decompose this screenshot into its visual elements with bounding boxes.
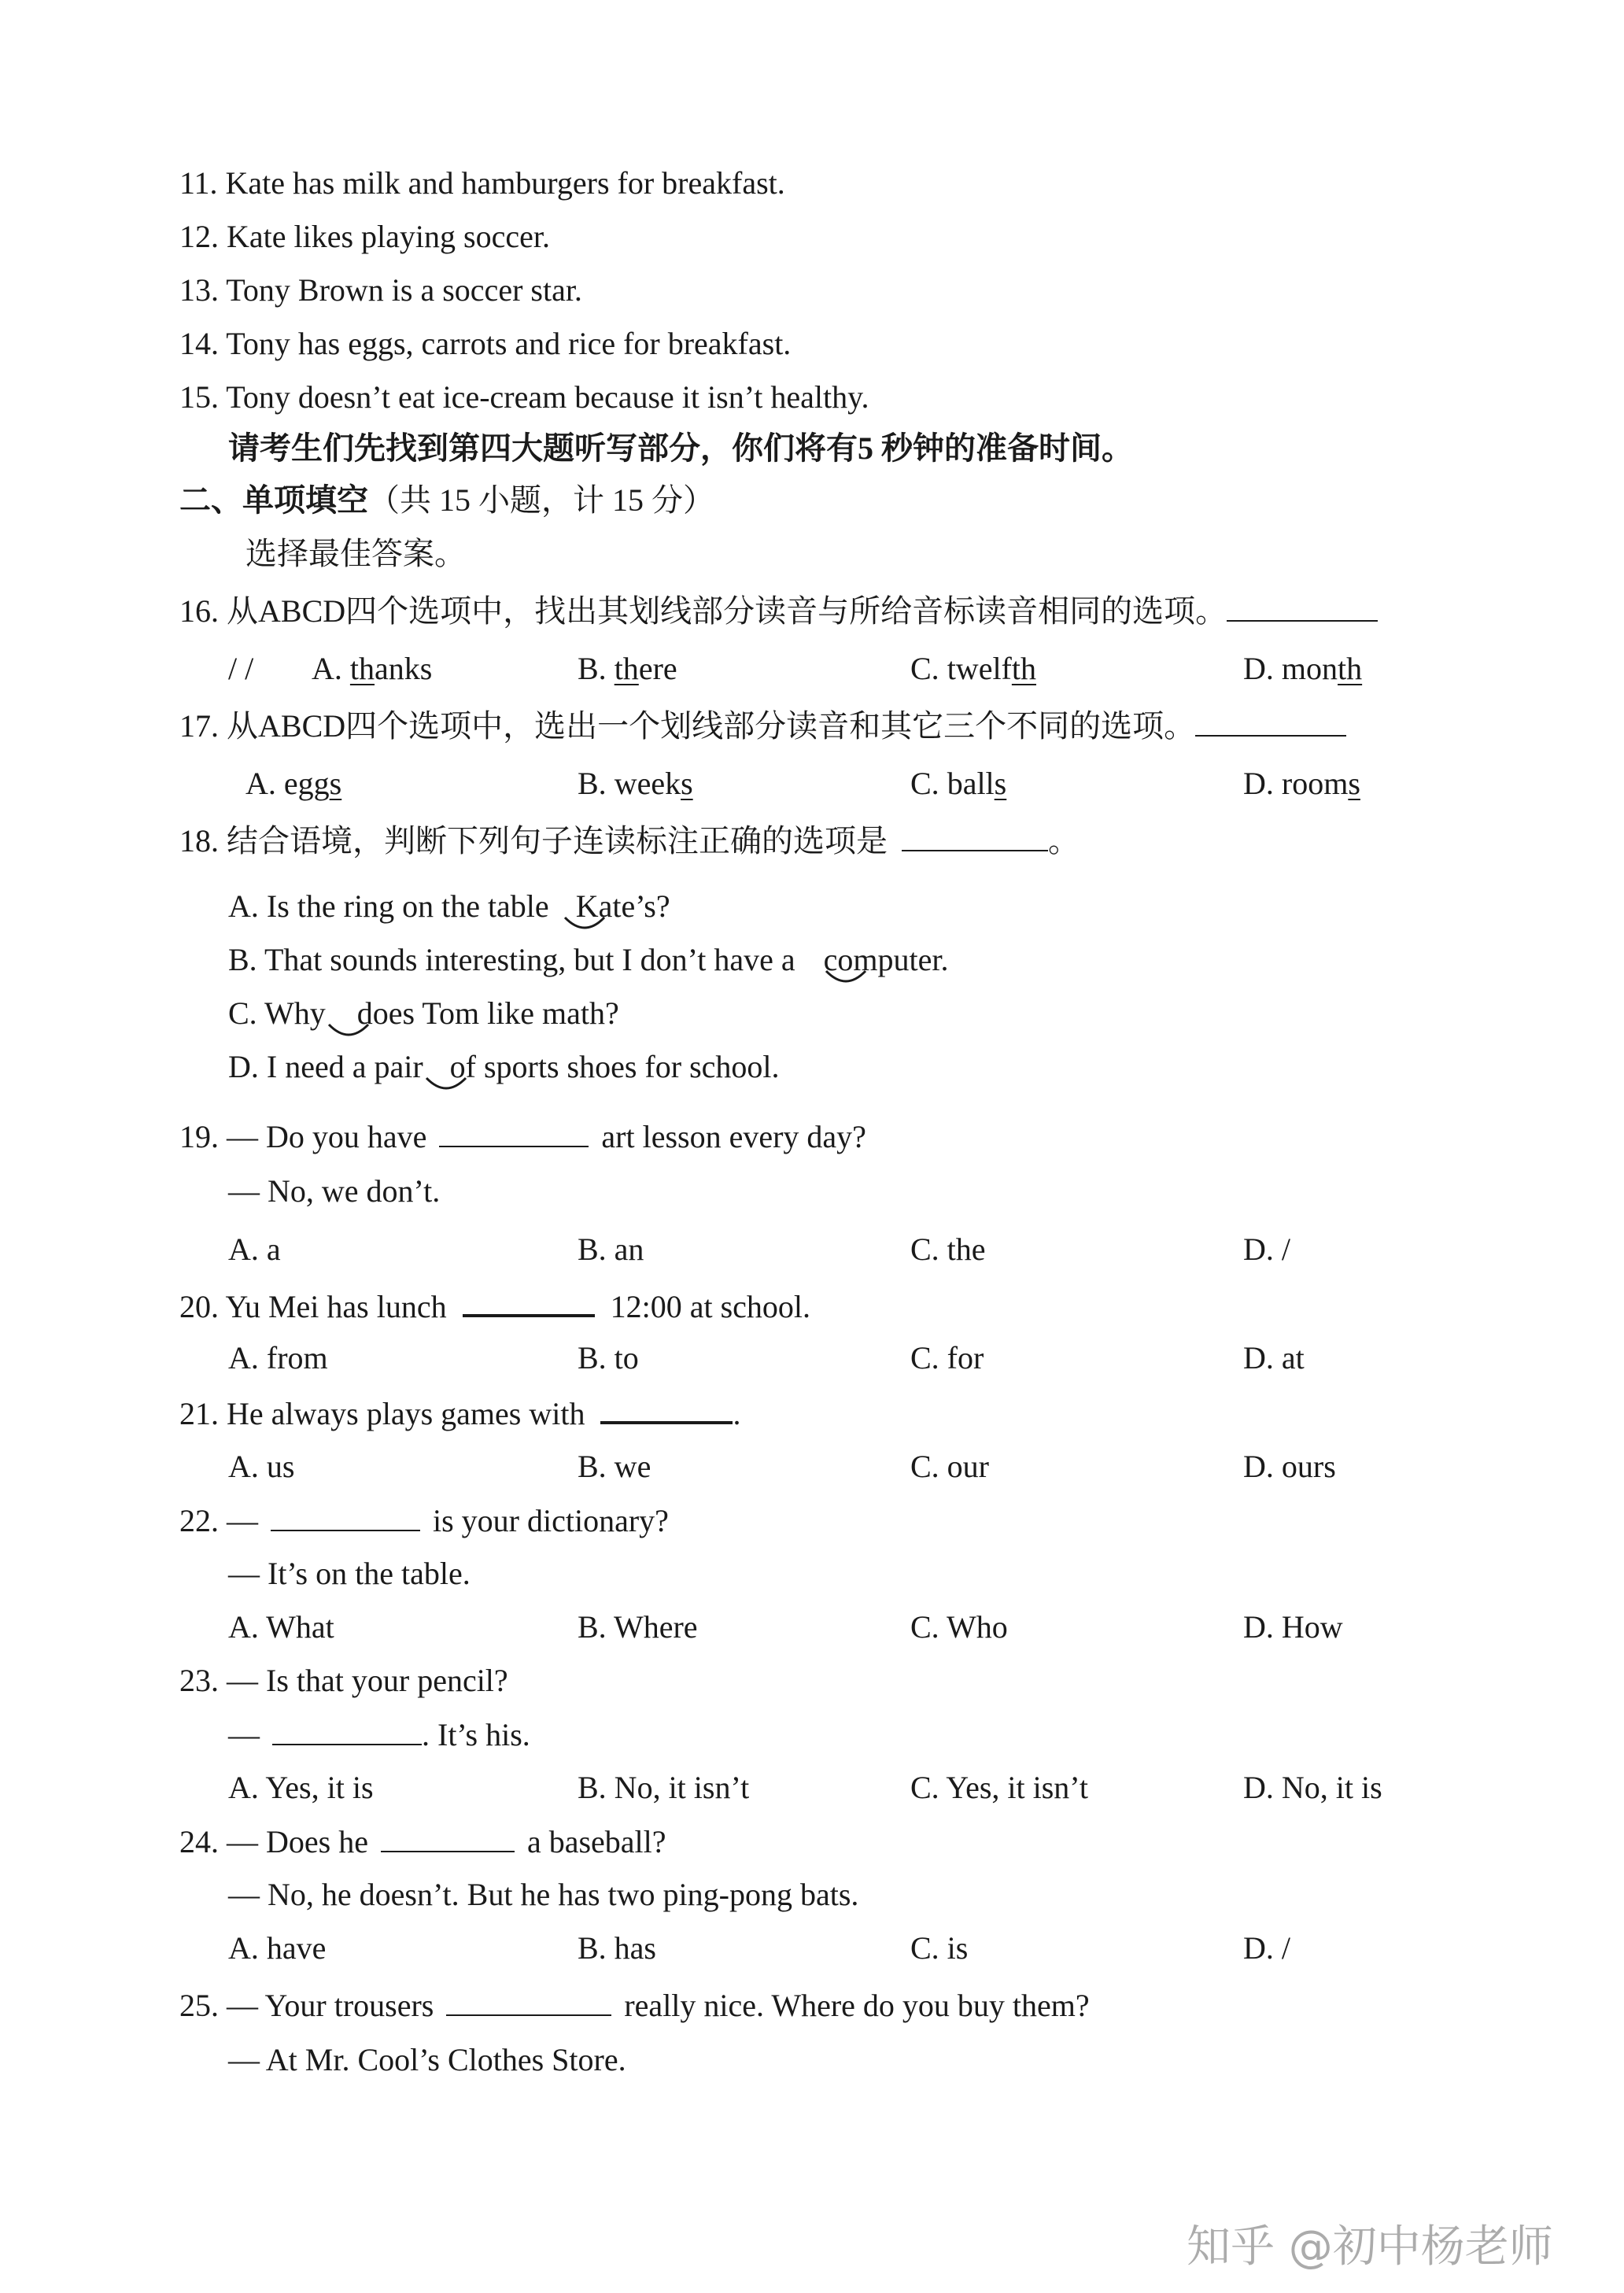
option-text: computer.: [823, 942, 949, 977]
option-label: A.: [312, 651, 350, 686]
question-23-reply: [228, 1715, 530, 1754]
question-25-reply: — At Mr. Cool’s Clothes Store.: [228, 2042, 626, 2077]
option-22-d: D. How: [1243, 1609, 1343, 1645]
option-23-b: B. No, it isn’t: [578, 1770, 750, 1805]
question-text: a baseball?: [526, 1824, 666, 1859]
option-23-c: C. Yes, it isn’t: [910, 1770, 1089, 1805]
option-21-b: B. we: [578, 1449, 651, 1484]
option-text: Kate’s?: [575, 888, 670, 924]
watermark: 知乎 @初中杨老师: [1187, 2221, 1553, 2273]
question-18-text: 18. 结合语境，判断下列句子连读标注正确的选项是: [179, 823, 888, 858]
option-label: D.: [1243, 766, 1282, 801]
option-19-d: D. /: [1243, 1231, 1290, 1267]
option-20-a: A. from: [228, 1340, 328, 1375]
underlined-part: th: [1011, 651, 1036, 686]
question-18-end: 。: [1048, 823, 1080, 858]
question-text: 21. He always plays games with: [179, 1396, 585, 1431]
option-text: egg: [283, 766, 330, 801]
question-text: .: [733, 1396, 741, 1431]
option-text: ball: [947, 766, 995, 801]
answer-blank-17: [1195, 707, 1346, 737]
liaison-mark: [423, 1073, 469, 1097]
option-24-a: A. have: [228, 1930, 327, 1966]
liaison-mark: [562, 913, 607, 936]
option-20-c: C. for: [910, 1340, 984, 1375]
option-19-a: A. a: [228, 1231, 281, 1267]
question-17-stem: [179, 707, 1346, 745]
answer-blank-20: [463, 1286, 595, 1317]
question-text: 19. — Do you have: [179, 1119, 427, 1154]
option-24-d: D. /: [1243, 1930, 1290, 1966]
answer-blank-19: [439, 1117, 589, 1147]
option-20-d: D. at: [1243, 1340, 1305, 1375]
answer-blank-23: [272, 1715, 422, 1745]
question-text: 24. — Does he: [179, 1824, 368, 1859]
listening-item-12: 12. Kate likes playing soccer.: [179, 219, 550, 254]
underlined-part: th: [1338, 651, 1363, 686]
question-16-text: 16. 从ABCD四个选项中，找出其划线部分读音与所给音标读音相同的选项。: [179, 593, 1227, 629]
listening-item-14: 14. Tony has eggs, carrots and rice for breakfast.: [179, 326, 792, 361]
question-24-stem: [179, 1822, 666, 1861]
option-19-b: B. an: [578, 1231, 644, 1267]
question-text: really nice. Where do you buy them?: [624, 1988, 1090, 2023]
underlined-part: s: [681, 766, 693, 801]
question-25-stem: [179, 1986, 1090, 2025]
option-label: A.: [245, 766, 284, 801]
option-24-b: B. has: [578, 1930, 656, 1966]
option-21-a: A. us: [228, 1449, 295, 1484]
option-text: week: [614, 766, 681, 801]
question-18-stem: [179, 822, 1080, 860]
option-text: does Tom like math?: [356, 995, 619, 1031]
option-label: C.: [910, 651, 947, 686]
section-title: 二、单项填空: [179, 482, 368, 518]
answer-blank-25: [446, 1986, 611, 2016]
question-16-stem: [179, 592, 1378, 630]
option-16-d: [1243, 650, 1362, 688]
question-20-stem: [179, 1286, 810, 1326]
underlined-part: th: [349, 651, 375, 686]
underlined-part: th: [614, 651, 639, 686]
option-23-a: A. Yes, it is: [228, 1770, 374, 1805]
option-text: anks: [375, 651, 433, 686]
liaison-mark: [823, 966, 869, 990]
option-21-c: C. our: [910, 1449, 989, 1484]
section-heading: [179, 482, 714, 519]
option-text: B. That sounds interesting, but I don’t have a: [228, 942, 795, 977]
option-16-c: [910, 650, 1036, 688]
question-19-reply: — No, we don’t.: [228, 1173, 441, 1209]
phonetic-symbol: / /: [228, 651, 254, 686]
question-19-stem: [179, 1117, 866, 1156]
option-label: B.: [578, 766, 615, 801]
answer-blank-18: [902, 822, 1048, 851]
option-22-a: A. What: [228, 1609, 334, 1645]
question-24-reply: — No, he doesn’t. But he has two ping-pong bats.: [228, 1877, 859, 1912]
option-17-d: [1243, 765, 1360, 803]
option-text: of sports shoes for school.: [449, 1049, 780, 1084]
answer-blank-16: [1227, 592, 1378, 622]
underlined-part: s: [1348, 766, 1360, 801]
section-info: （共 15 小题，计 15 分）: [368, 482, 714, 518]
option-label: C.: [910, 766, 947, 801]
question-23-stem: 23. — Is that your pencil?: [179, 1663, 508, 1698]
option-22-b: B. Where: [578, 1609, 698, 1645]
option-17-b: [578, 765, 693, 803]
option-17-a: [245, 765, 341, 803]
question-text: 25. — Your trousers: [179, 1988, 434, 2023]
option-text: ere: [638, 651, 677, 686]
question-text: art lesson every day?: [601, 1119, 866, 1154]
option-16-b: [578, 650, 677, 688]
listening-item-15: 15. Tony doesn’t eat ice-cream because it isn’t healthy.: [179, 379, 869, 415]
option-label: B.: [578, 651, 615, 686]
option-text: room: [1281, 766, 1349, 801]
option-19-c: C. the: [910, 1231, 986, 1267]
question-text: 22. —: [179, 1503, 258, 1538]
question-21-stem: [179, 1393, 740, 1433]
question-text: is your dictionary?: [433, 1503, 669, 1538]
option-21-d: D. ours: [1243, 1449, 1336, 1484]
question-text: . It’s his.: [422, 1717, 530, 1752]
answer-blank-21: [600, 1393, 733, 1424]
section-direction: 选择最佳答案。: [245, 536, 466, 571]
option-text: D. I need a pair: [228, 1049, 423, 1084]
option-text: A. Is the ring on the table: [228, 888, 549, 924]
listening-instruction: 请考生们先找到第四大题听写部分，你们将有5 秒钟的准备时间。: [228, 430, 1133, 466]
question-text: —: [228, 1717, 260, 1752]
underlined-part: s: [994, 766, 1007, 801]
question-22-stem: [179, 1501, 669, 1540]
question-22-reply: — It’s on the table.: [228, 1556, 471, 1591]
question-17-text: 17. 从ABCD四个选项中，选出一个划线部分读音和其它三个不同的选项。: [179, 708, 1196, 744]
listening-item-11: 11. Kate has milk and hamburgers for breakfast.: [179, 165, 785, 201]
option-20-b: B. to: [578, 1340, 639, 1375]
question-text: 12:00 at school.: [610, 1289, 811, 1324]
answer-blank-22: [271, 1501, 420, 1531]
option-text: C. Why: [228, 995, 326, 1031]
underlined-part: s: [329, 766, 342, 801]
listening-item-13: 13. Tony Brown is a soccer star.: [179, 272, 582, 308]
option-22-c: C. Who: [910, 1609, 1008, 1645]
option-24-c: C. is: [910, 1930, 969, 1966]
liaison-mark: [326, 1020, 371, 1043]
option-16-a: [312, 650, 432, 688]
option-18-c: [228, 995, 619, 1032]
option-23-d: D. No, it is: [1243, 1770, 1382, 1805]
question-text: 20. Yu Mei has lunch: [179, 1289, 447, 1324]
option-18-d: [228, 1048, 780, 1086]
option-17-c: [910, 765, 1006, 803]
option-label: D.: [1243, 651, 1282, 686]
answer-blank-24: [381, 1822, 515, 1852]
option-text: twelf: [947, 651, 1012, 686]
option-text: mon: [1281, 651, 1338, 686]
